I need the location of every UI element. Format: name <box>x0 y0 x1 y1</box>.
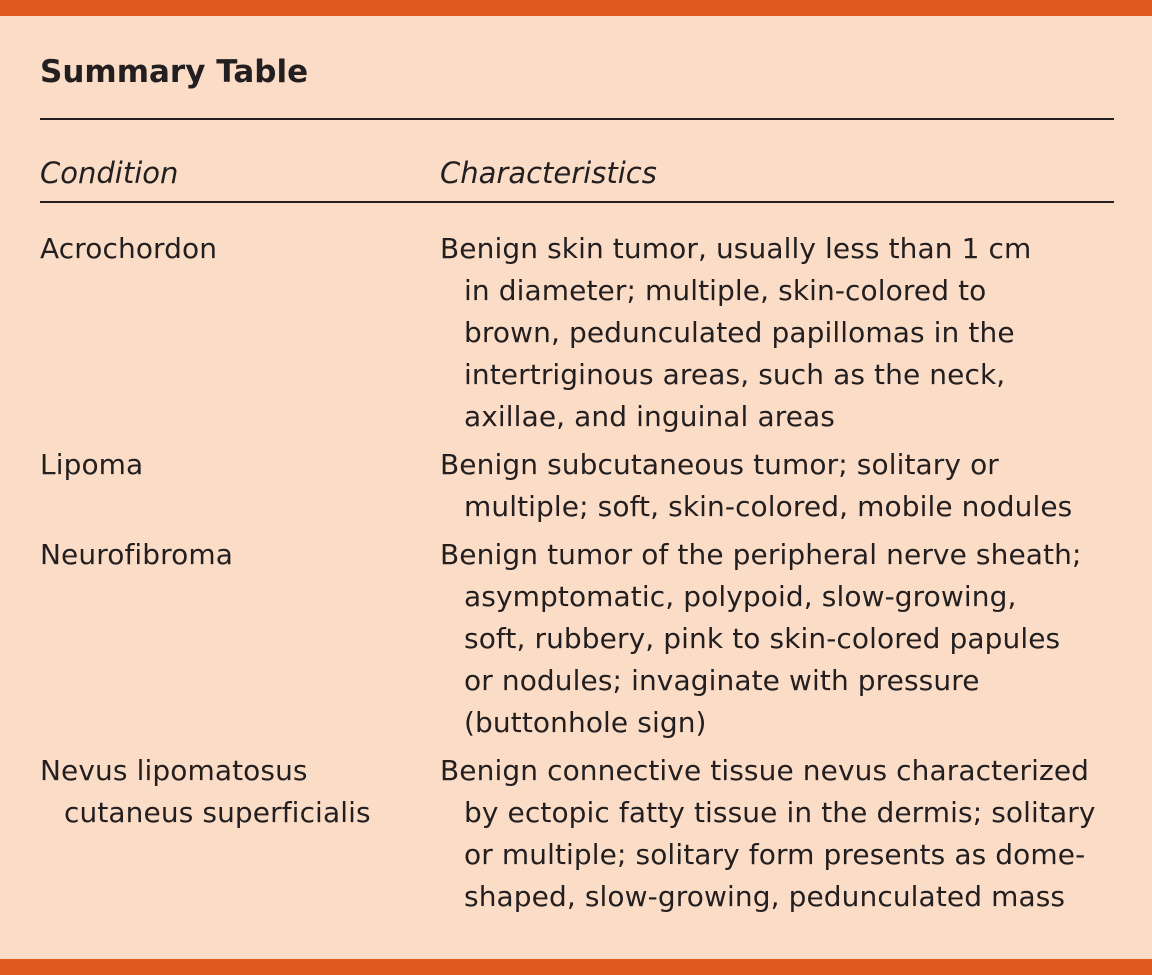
condition-text: Acrochordon <box>40 232 218 265</box>
top-accent-bar <box>0 0 1152 16</box>
table-row <box>40 750 1114 918</box>
table-body <box>40 228 1114 924</box>
characteristics-text: soft, rubbery, pink to skin-colored papules <box>464 622 1061 655</box>
table-row <box>40 534 1114 744</box>
condition-text: Nevus lipomatosus <box>40 754 308 787</box>
characteristics-cell <box>440 750 1114 918</box>
characteristics-cell <box>440 534 1114 744</box>
bottom-accent-bar <box>0 959 1152 975</box>
condition-cell <box>40 228 440 438</box>
characteristics-cell <box>440 444 1114 528</box>
characteristics-text: (buttonhole sign) <box>464 706 707 739</box>
characteristics-text: brown, pedunculated papillomas in the <box>464 316 1015 349</box>
header-top-rule <box>40 118 1114 120</box>
table-title: Summary Table <box>40 54 309 90</box>
characteristics-text: Benign connective tissue nevus characterized <box>440 754 1090 787</box>
condition-cell <box>40 534 440 744</box>
condition-cell <box>40 444 440 528</box>
column-header-condition: Condition <box>40 156 179 190</box>
column-header-characteristics: Characteristics <box>440 156 657 190</box>
characteristics-text: intertriginous areas, such as the neck, <box>464 358 1006 391</box>
condition-cell <box>40 750 440 918</box>
characteristics-text: or multiple; solitary form presents as dome- <box>464 838 1086 871</box>
characteristics-text: axillae, and inguinal areas <box>464 400 835 433</box>
characteristics-text: Benign tumor of the peripheral nerve sheath; <box>440 538 1082 571</box>
characteristics-text: multiple; soft, skin-colored, mobile nodules <box>464 490 1073 523</box>
condition-text: Lipoma <box>40 448 144 481</box>
table-row <box>40 228 1114 438</box>
characteristics-text: asymptomatic, polypoid, slow-growing, <box>464 580 1017 613</box>
characteristics-text: by ectopic fatty tissue in the dermis; solitary <box>464 796 1096 829</box>
characteristics-text: Benign subcutaneous tumor; solitary or <box>440 448 999 481</box>
characteristics-text: in diameter; multiple, skin-colored to <box>464 274 987 307</box>
condition-text: cutaneus superficialis <box>64 796 371 829</box>
characteristics-cell <box>440 228 1114 438</box>
characteristics-text: shaped, slow-growing, pedunculated mass <box>464 880 1066 913</box>
characteristics-text: or nodules; invaginate with pressure <box>464 664 980 697</box>
characteristics-text: Benign skin tumor, usually less than 1 cm <box>440 232 1032 265</box>
header-bottom-rule <box>40 201 1114 203</box>
table-row <box>40 444 1114 528</box>
condition-text: Neurofibroma <box>40 538 234 571</box>
